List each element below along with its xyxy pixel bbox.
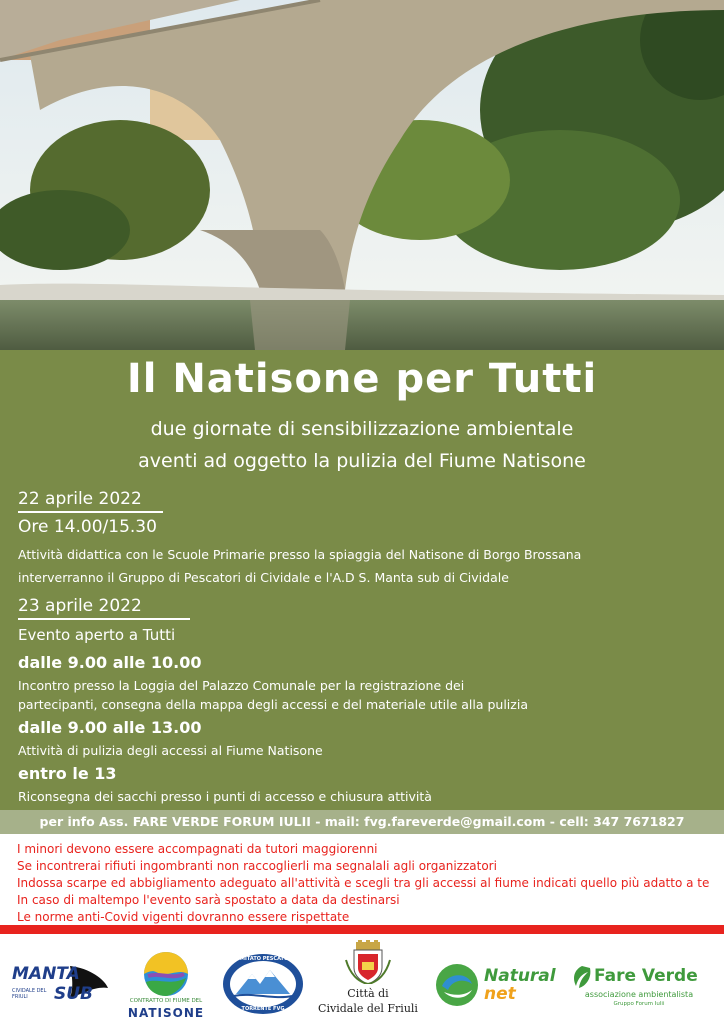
sub-text: SUB xyxy=(54,984,94,1004)
pescatori-top-text: COMITATO PESCATORI xyxy=(232,956,294,962)
river-circle-icon xyxy=(126,950,206,998)
rules-notes xyxy=(17,841,709,926)
sponsor-logos xyxy=(0,940,724,1024)
subtitle-line-2: aventi ad oggetto la pulizia del Fiume Natisone xyxy=(138,450,586,472)
slot2-description: Attività di pulizia degli accessi al Fiume Natisone xyxy=(18,743,323,758)
coat-of-arms-icon xyxy=(318,940,418,984)
manta-small-text: CIVIDALE DEL FRIULI xyxy=(12,988,47,1000)
day1-underline xyxy=(18,511,163,513)
fare-verde-logo xyxy=(570,964,710,1014)
citta-line-2: Cividale del Friuli xyxy=(318,1002,418,1015)
pescatori-bottom-text: TORRENTE FVG xyxy=(241,1006,285,1012)
note-item: Le norme anti-Covid vigenti dovranno essere rispettate xyxy=(17,910,350,924)
fare-verde-group: Gruppo Forum Iulii xyxy=(613,1001,665,1007)
manta-sub-logo xyxy=(10,958,110,1008)
day2-open-event: Evento aperto a Tutti xyxy=(18,626,176,644)
citta-cividale-logo xyxy=(318,940,418,1024)
note-item: Se incontrerai rifiuti ingombranti non raccoglierli ma segnalali agli organizzatori xyxy=(17,859,497,873)
slot1-time: dalle 9.00 alle 10.00 xyxy=(18,653,202,672)
day1-time: Ore 14.00/15.30 xyxy=(18,517,157,537)
hero-photo xyxy=(0,0,724,350)
slot3-time: entro le 13 xyxy=(18,764,117,783)
fare-verde-text: Fare Verde xyxy=(594,966,698,986)
day2-date: 23 aprile 2022 xyxy=(18,596,142,616)
contratto-fiume-logo xyxy=(126,950,206,1024)
slot1-description-2: partecipanti, consegna della mappa degli accessi e del materiale utile alla pulizia xyxy=(18,697,528,712)
subtitle-line-1: due giornate di sensibilizzazione ambientale xyxy=(150,418,574,440)
contact-info-bar: per info Ass. FARE VERDE FORUM IULII - mail: fvg.fareverde@gmail.com - cell: 347 7671827 xyxy=(0,810,724,834)
red-divider xyxy=(0,925,724,934)
manta-text: MANTA xyxy=(12,964,80,984)
natisone-logo-text: NATISONE xyxy=(127,1006,205,1020)
bridge-river-illustration xyxy=(0,0,724,350)
natural-net-logo xyxy=(434,962,554,1012)
note-item: Indossa scarpe ed abbigliamento adeguato all'attività e scegli tra gli accessi al fiume indicati quello più adatto a te xyxy=(17,876,710,890)
comitato-pescatori-logo xyxy=(222,952,304,1016)
note-item: In caso di maltempo l'evento sarà spostato a data da destinarsi xyxy=(17,893,400,907)
day1-date: 22 aprile 2022 xyxy=(18,489,142,509)
natural-net-swirl-icon xyxy=(434,962,480,1008)
day1-description-2: interverranno il Gruppo di Pescatori di Cividale e l'A.D S. Manta sub di Cividale xyxy=(18,570,509,585)
leaf-icon xyxy=(570,964,594,990)
slot3-description: Riconsegna dei sacchi presso i punti di accesso e chiusura attività xyxy=(18,789,432,804)
slot2-time: dalle 9.00 alle 13.00 xyxy=(18,718,202,737)
note-item: I minori devono essere accompagnati da tutori maggiorenni xyxy=(17,842,378,856)
natural-text: Natural xyxy=(484,966,556,986)
citta-line-1: Città di xyxy=(347,987,389,1000)
day2-underline xyxy=(18,618,190,620)
slot1-description-1: Incontro presso la Loggia del Palazzo Comunale per la registrazione dei xyxy=(18,678,465,693)
poster-title: Il Natisone per Tutti xyxy=(126,356,598,402)
day1-description-1: Attività didattica con le Scuole Primarie presso la spiaggia del Natisone di Borgo Brossana xyxy=(18,547,582,562)
event-details-panel xyxy=(0,350,724,810)
net-text: net xyxy=(484,984,516,1004)
contratto-small-text: CONTRATTO DI FIUME DEL xyxy=(129,998,203,1004)
fare-verde-subtitle: associazione ambientalista xyxy=(584,990,694,999)
